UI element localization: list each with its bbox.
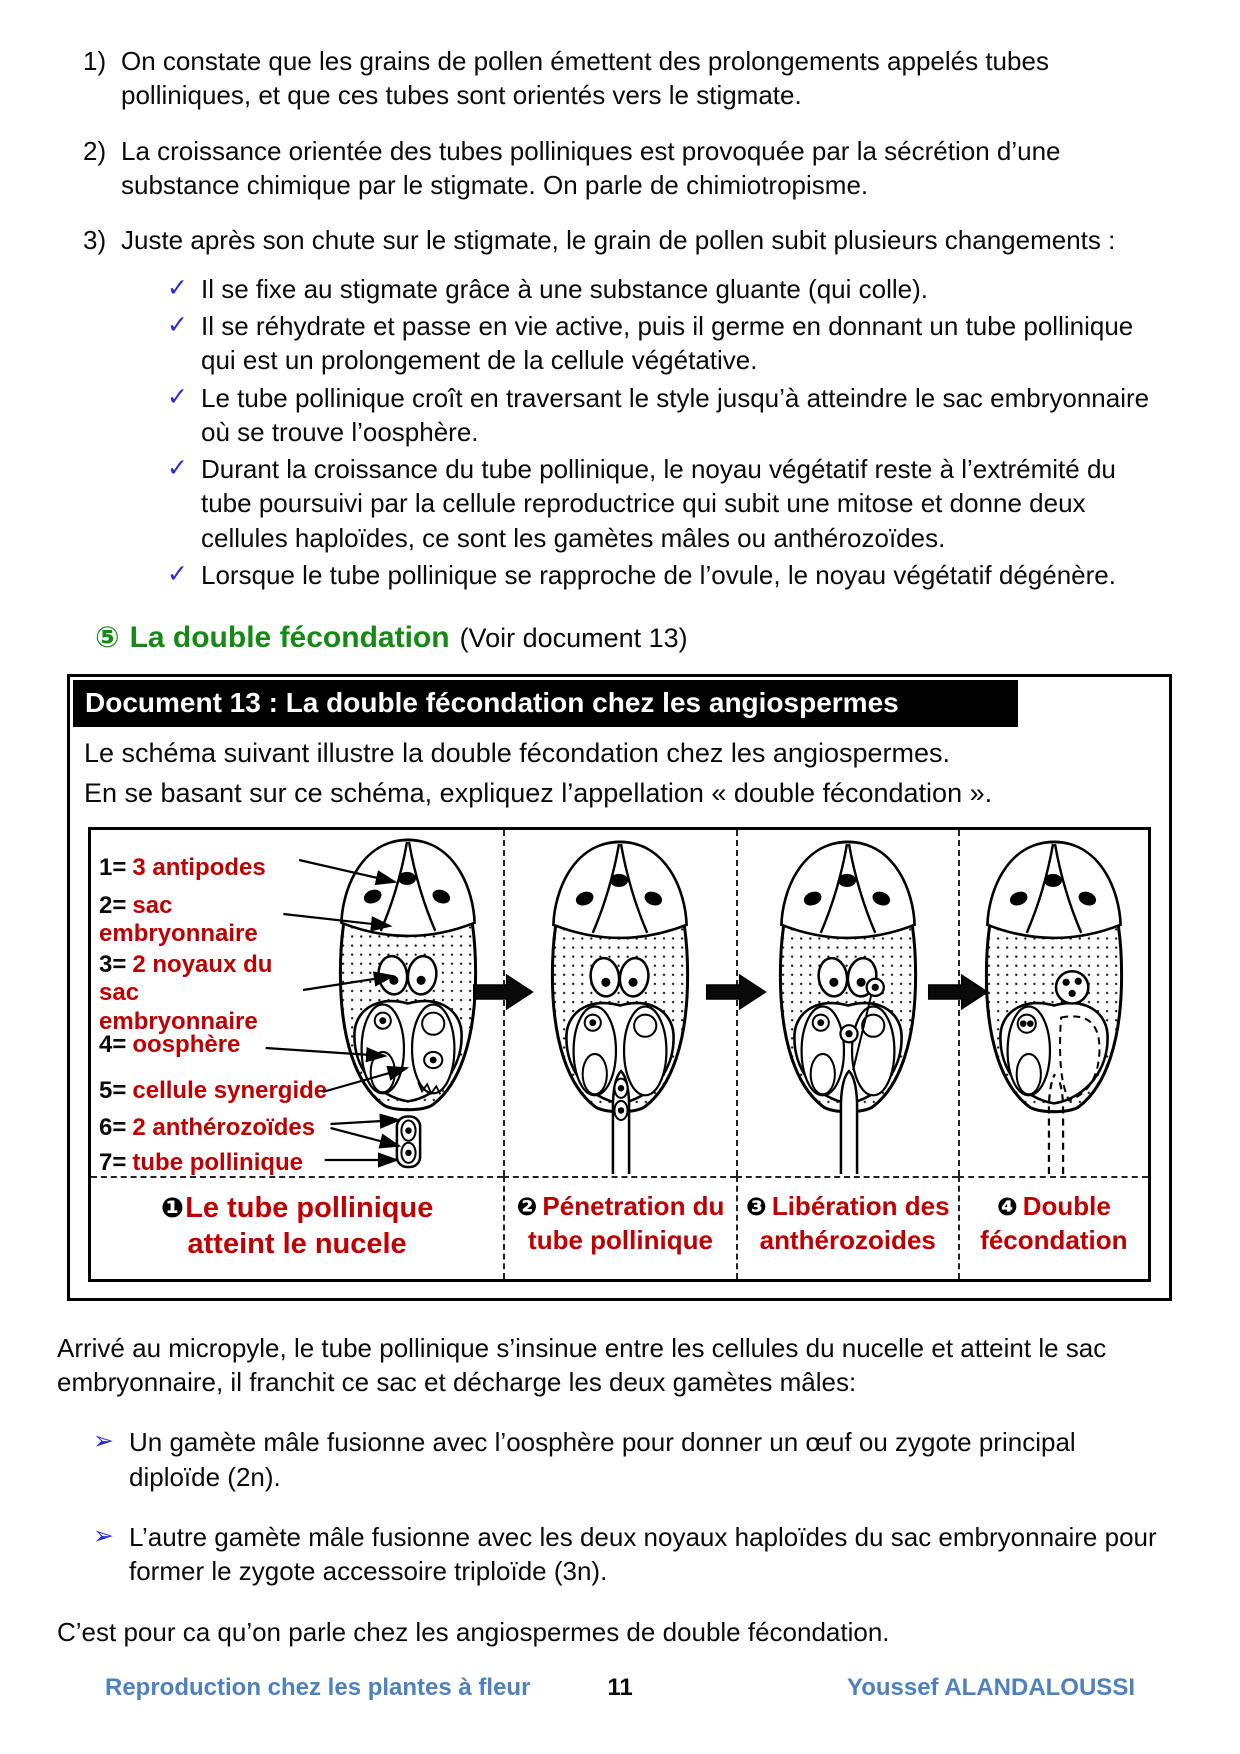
legend-label: 2 anthérozoïdes xyxy=(132,1114,316,1142)
item-number: 3) xyxy=(83,225,107,256)
legend-num: 4= xyxy=(99,1031,127,1059)
arrow-item xyxy=(93,1425,1170,1494)
intro-line-2: En se basant sur ce schéma, expliquez l’appellation « double fécondation ». xyxy=(84,777,993,808)
check-item xyxy=(167,381,1150,450)
caption-text: tube pollinique xyxy=(528,1225,713,1256)
caption-text: Double xyxy=(1022,1191,1111,1222)
closing-paragraph: C’est pour ca qu’on parle chez les angiospermes de double fécondation. xyxy=(57,1616,890,1647)
check-text: Il se fixe au stigmate grâce à une substance gluante (qui colle). xyxy=(201,273,928,304)
item-number: 1) xyxy=(83,46,107,76)
footer-page-number: 11 xyxy=(607,1674,633,1701)
check-icon: ✓ xyxy=(167,273,188,302)
numbered-item-2 xyxy=(83,134,1170,203)
legend-item-5 xyxy=(99,1077,329,1105)
circled-3-icon: ❸ xyxy=(745,1194,767,1222)
item-text: Juste après son chute sur le stigmate, le grain de pollen subit plusieurs changements : xyxy=(121,225,1116,256)
stage-arrow-icon xyxy=(705,972,767,1012)
arrow-text: Un gamète mâle fusionne avec l’oosphère pour donner un œuf ou zygote principal diploïde (2n). xyxy=(129,1427,1076,1492)
caption-text: Pénetration du xyxy=(542,1191,725,1222)
legend-label: tube pollinique xyxy=(132,1149,304,1177)
legend-label: 2 noyaux du sac embryonnaire xyxy=(99,951,273,1035)
numbered-item-1 xyxy=(83,44,1170,113)
arrow-text: L’autre gamète mâle fusionne avec les deux noyaux haploïdes du sac embryonnaire pour former le zygote accessoire triploïde (3n). xyxy=(129,1521,1157,1587)
legend-num: 7= xyxy=(99,1149,127,1177)
caption-stage2 xyxy=(503,1176,736,1279)
legend-num: 1= xyxy=(99,854,127,882)
check-list xyxy=(167,272,1150,593)
page-footer xyxy=(105,1672,1135,1704)
diagram-stage3-cell xyxy=(736,830,958,1176)
legend-item-7 xyxy=(99,1149,329,1177)
item-number: 2) xyxy=(83,135,107,166)
check-text: Durant la croissance du tube pollinique, le noyau végétatif reste à l’extrémité du tube poursuivi par la cellule reproductrice qui subit une mitose et donne deux cellules haploïdes, ce sont les gamètes mâles ou anthérozoïdes. xyxy=(201,454,1116,553)
legend-item-2 xyxy=(99,892,258,949)
arrow-item xyxy=(93,1520,1170,1589)
ovule-diagram-stage2 xyxy=(532,836,708,1174)
document13-header: Document 13 : La double fécondation chez les angiospermes xyxy=(73,680,1018,727)
arrow-list xyxy=(93,1425,1170,1588)
legend-num: 5= xyxy=(99,1077,127,1105)
check-icon: ✓ xyxy=(167,560,188,589)
circled-2-icon: ❷ xyxy=(516,1194,538,1222)
fecondation-diagram xyxy=(88,827,1151,1282)
legend-label: sac embryonnaire xyxy=(99,892,258,948)
legend-label: cellule synergide xyxy=(132,1077,328,1105)
check-text: Lorsque le tube pollinique se rapproche de l’ovule, le noyau végétatif dégénère. xyxy=(201,560,1116,591)
diagram-stage2-cell xyxy=(503,830,736,1176)
legend-item-1 xyxy=(99,854,266,882)
caption-text: Le tube pollinique xyxy=(185,1192,434,1225)
caption-text: fécondation xyxy=(980,1225,1128,1256)
document13-box xyxy=(67,674,1172,1301)
diagram-grid xyxy=(91,830,1148,1279)
check-item xyxy=(167,309,1150,378)
body-paragraph: Arrivé au micropyle, le tube pollinique s’insinue entre les cellules du nucelle et atteint le sac embryonnaire, il franchit ce sac et décharge les deux gamètes mâles: xyxy=(57,1332,1107,1397)
ovule-diagram-stage3 xyxy=(760,836,936,1174)
legend-num: 6= xyxy=(99,1114,127,1142)
diagram-stage1-cell xyxy=(91,830,503,1176)
caption-text: atteint le nucele xyxy=(187,1228,407,1261)
check-item xyxy=(167,558,1150,592)
caption-stage4 xyxy=(958,1176,1148,1279)
stage-arrow-icon xyxy=(472,972,534,1012)
caption-text: anthérozoides xyxy=(759,1225,936,1256)
item-text: La croissance orientée des tubes polliniques est provoquée par la sécrétion d’une substance chimique par le stigmate. On parle de chimiotropisme. xyxy=(121,135,1061,200)
stage-arrow-icon xyxy=(927,972,989,1012)
legend-item-6 xyxy=(99,1114,329,1142)
check-item xyxy=(167,452,1150,555)
arrow-bullet-icon: ➢ xyxy=(93,1427,114,1456)
check-icon: ✓ xyxy=(167,382,188,411)
arrow-bullet-icon: ➢ xyxy=(93,1521,114,1550)
check-item xyxy=(167,272,1150,306)
section-suffix: (Voir document 13) xyxy=(459,623,688,654)
circled-five-icon: ⑤ xyxy=(95,622,120,655)
check-text: Le tube pollinique croît en traversant le style jusqu’à atteindre le sac embryonnaire où se trouve l’oosphère. xyxy=(201,382,1150,447)
legend-num: 2= xyxy=(99,892,127,920)
document13-intro xyxy=(70,730,1169,817)
check-icon: ✓ xyxy=(167,310,188,339)
ovule-diagram-stage4 xyxy=(966,836,1142,1174)
check-text: Il se réhydrate et passe en vie active, puis il germe en donnant un tube pollinique qui est un prolongement de la cellule végétative. xyxy=(201,310,1134,376)
caption-stage1 xyxy=(91,1176,503,1279)
intro-line-1: Le schéma suivant illustre la double fécondation chez les angiospermes. xyxy=(84,737,951,768)
item-text: On constate que les grains de pollen émettent des prolongements appelés tubes polliniques, et que ces tubes sont orientés vers le stigmate. xyxy=(121,46,1049,111)
footer-author: Youssef ALANDALOUSSI xyxy=(846,1674,1135,1701)
caption-text: Libération des xyxy=(771,1191,950,1222)
section-title: La double fécondation xyxy=(129,621,450,655)
legend-label: 3 antipodes xyxy=(132,854,266,882)
numbered-item-3 xyxy=(83,223,1170,257)
circled-4-icon: ❹ xyxy=(996,1194,1018,1222)
caption-stage3 xyxy=(736,1176,958,1279)
legend-label: oosphère xyxy=(132,1031,241,1059)
circled-1-icon: ❶ xyxy=(160,1192,185,1224)
legend-item-3 xyxy=(99,951,299,1036)
section-heading xyxy=(95,618,1180,658)
footer-title: Reproduction chez les plantes à fleur xyxy=(105,1674,531,1701)
legend-item-4 xyxy=(99,1031,240,1059)
check-icon: ✓ xyxy=(167,454,188,483)
legend-num: 3= xyxy=(99,951,127,979)
